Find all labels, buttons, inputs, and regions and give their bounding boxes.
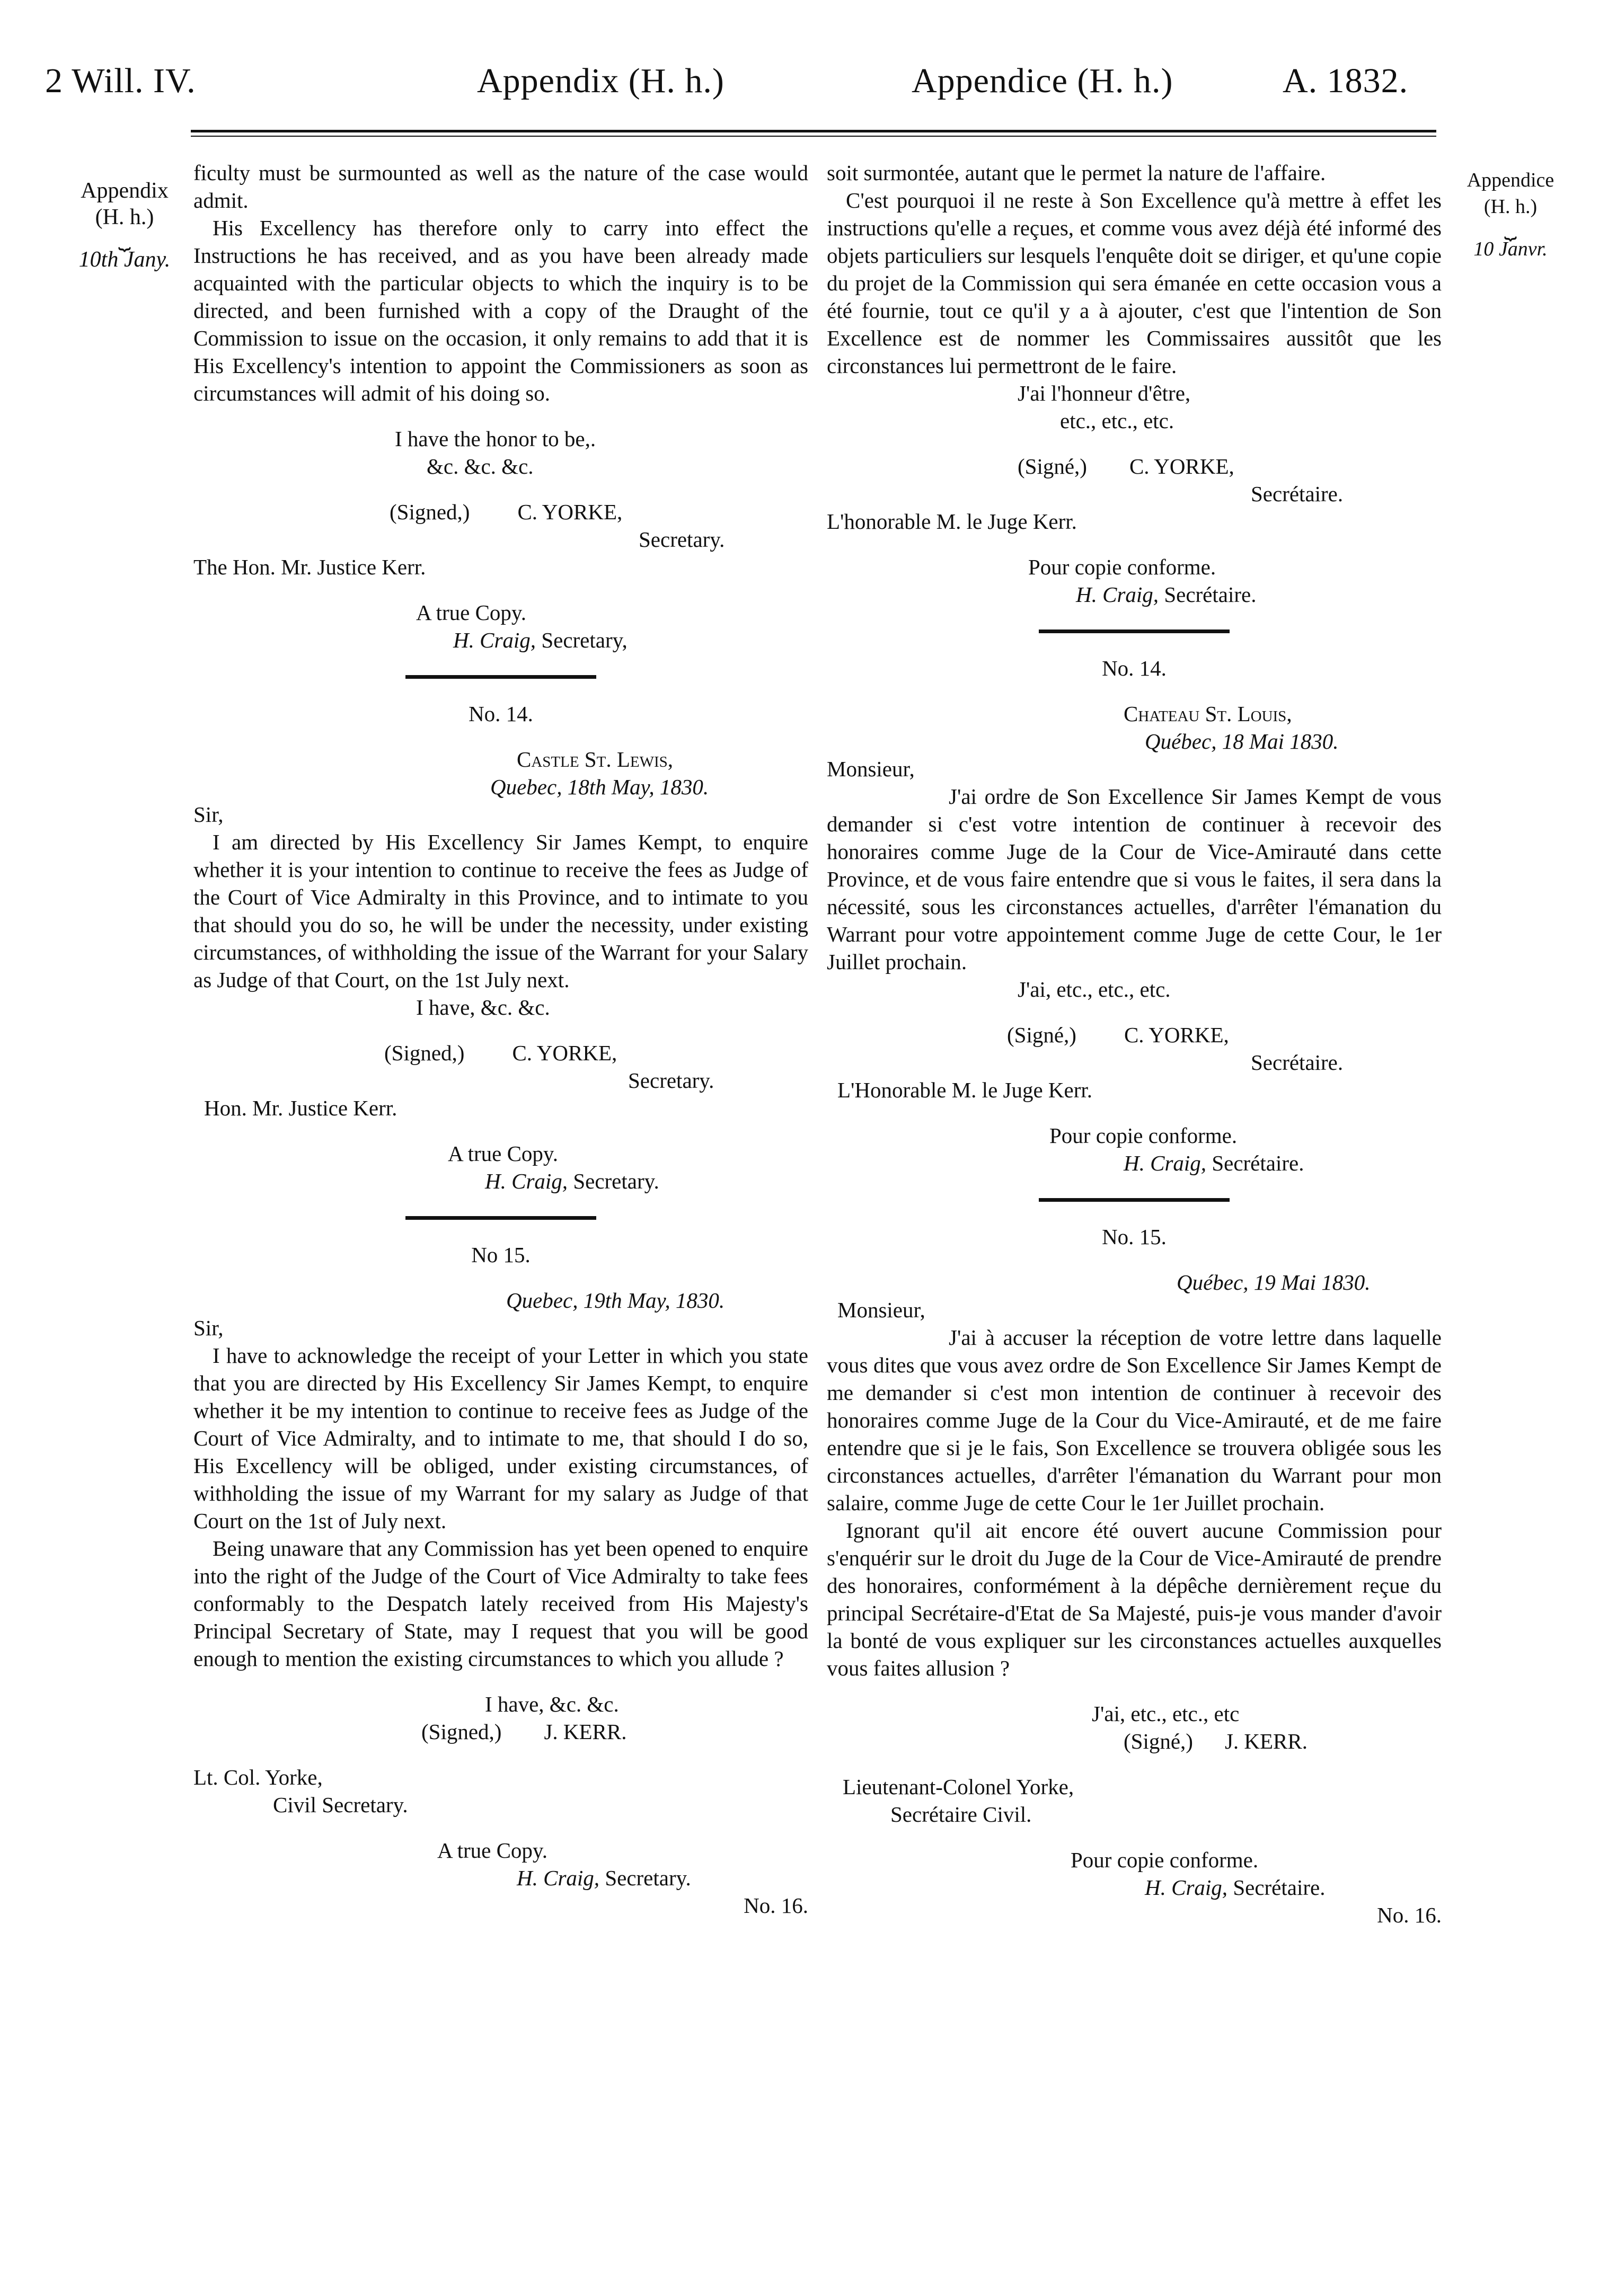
en-n14-copy-sign: [193, 1167, 808, 1195]
en-n14-date: Quebec, 18th May, 1830.: [490, 775, 709, 799]
en-n15-copy-title: Secretary.: [605, 1866, 691, 1890]
en-n15-copy-sign: [193, 1864, 808, 1892]
fr-n15-date: Québec, 19 Mai 1830.: [1177, 1270, 1371, 1295]
en-n14-place: Castle St. Lewis,: [517, 747, 673, 772]
margin-right-date: 10 Janvr.: [1473, 238, 1548, 260]
fr-l1-addressee: L'honorable M. le Juge Kerr.: [827, 509, 1077, 534]
margin-note-right: [1447, 167, 1574, 262]
fr-n15-copy-sign: [827, 1874, 1442, 1901]
fr-n15-closing: J'ai, etc., etc., etc: [1092, 1701, 1240, 1726]
en-n14-copy: A true Copy.: [448, 1141, 559, 1166]
fr-n14-place: Chateau St. Louis,: [1124, 702, 1292, 726]
en-n15-closing: I have, &c. &c.: [485, 1692, 619, 1716]
fr-n15-addressee-2: Secrétaire Civil.: [890, 1802, 1032, 1827]
en-n14-name: C. YORKE,: [512, 1041, 617, 1065]
fr-n14-title: Secrétaire.: [1251, 1050, 1344, 1075]
fr-l1-name: C. YORKE,: [1129, 454, 1234, 478]
en-l1-copy-title: Secretary,: [541, 628, 628, 652]
en-n15-body-2: Being unaware that any Commission has yet been opened to enquire into the right of the Judge of the Court of Vice Admiralty to take fees conformably to the Despatch lately received from His Majesty's Principal Secretary of State, may I request that you will be good enough to mention the existing circumstances to which you allude ?: [193, 1536, 808, 1671]
fr-paragraph-1: soit surmontée, autant que le permet la nature de l'affaire.: [827, 161, 1326, 185]
header-rule-thin: [191, 136, 1436, 137]
en-l1-title: Secretary.: [639, 527, 725, 552]
fr-n15-body-1: J'ai à accuser la réception de votre lettre dans laquelle vous dites que vous avez ordre de Son Excellence Sir James Kempt de me demander si c'est mon intention de continuer à recevoir des honoraires comme Juge de la Cour du Vice-Amirauté, et de me faire entendre que si je le fais, Son Excellence se trouvera obligée sous les circonstances actuelles, d'arrêter l'émanation du Warrant pour mon salaire, comme Juge de cette Cour le 1er Juillet prochain.: [827, 1325, 1442, 1515]
fr-paragraph-2: C'est pourquoi il ne reste à Son Excellence qu'à mettre à effet les instructions qu'elle a reçues, et comme vous avez déjà été informé des objets particuliers sur lesquels l'enquête doit se diriger, et qu'une copie du projet de la Commission qui sera émanée en cette occasion vous a été fournie, tout ce qu'il y a à ajouter, c'est que l'intention de Son Excellence est de nommer les Commissaires aussitôt que les circonstances lui permettront de le faire.: [827, 188, 1442, 378]
fr-n14-date: Québec, 18 Mai 1830.: [1145, 729, 1339, 753]
en-n15-copy: A true Copy.: [437, 1838, 548, 1863]
fr-l1-copy: Pour copie conforme.: [1028, 555, 1216, 579]
en-catchword: No. 16.: [744, 1893, 808, 1918]
header-reign: 2 Will. IV.: [45, 61, 196, 100]
margin-left-label: Appendix: [81, 179, 169, 203]
en-l1-name: C. YORKE,: [517, 500, 623, 524]
fr-n14-copy-sign: [827, 1149, 1442, 1177]
fr-n15-copy: Pour copie conforme.: [1071, 1848, 1259, 1872]
fr-n14-closing: J'ai, etc., etc., etc.: [1018, 977, 1171, 1001]
en-l1-signature: [193, 498, 808, 526]
en-n15-number: No 15.: [471, 1243, 531, 1267]
en-n14-copy-title: Secretary.: [573, 1169, 659, 1193]
en-paragraph-1: ficulty must be surmounted as well as the nature of the case would admit.: [193, 161, 808, 212]
fr-n14-copy-name: H. Craig,: [1124, 1151, 1207, 1175]
en-n14-addressee: Hon. Mr. Justice Kerr.: [204, 1096, 397, 1120]
fr-separator-1: [1039, 630, 1230, 633]
fr-n14-salutation: Monsieur,: [827, 757, 915, 781]
en-n15-signature: [193, 1718, 808, 1745]
fr-n15-body-2: Ignorant qu'il ait encore été ouvert aucune Commission pour s'enquérir sur le droit du Juge de la Cour de Vice-Amirauté de prendre des honoraires, conformément à la dépêche dernièrement reçue du principal Secrétaire-d'Etat de Sa Majesté, puis-je vous mander d'avoir la bonté de vous expliquer sur les circonstances actuelles auxquelles vous faites allusion ?: [827, 1518, 1442, 1680]
fr-n14-signed: (Signé,): [1007, 1023, 1076, 1047]
header-rule-thick: [191, 130, 1436, 132]
en-n15-copy-name: H. Craig,: [517, 1866, 600, 1890]
en-n14-number: No. 14.: [469, 702, 533, 726]
page-header: [0, 50, 1599, 114]
fr-n15-signature: [827, 1727, 1442, 1755]
fr-l1-copy-title: Secrétaire.: [1164, 582, 1257, 607]
fr-n15-signed: (Signé,): [1124, 1729, 1193, 1753]
en-l1-signed: (Signed,): [390, 500, 470, 524]
en-n15-salutation: Sir,: [193, 1316, 224, 1340]
fr-l1-copy-sign: [827, 581, 1442, 608]
en-separator-2: [405, 1216, 596, 1220]
en-n15-body-1: I have to acknowledge the receipt of your Letter in which you state that you are directed by His Excellency Sir James Kempt, to enquire whether it be my intention to continue to receive fees as Judge of the Court of Vice Admiralty, and to intimate to me, that should I do so, His Excellency will be obliged, under existing circumstances, of withholding the issue of my Warrant for my salary as Judge of that Court on the 1st of July next.: [193, 1343, 808, 1533]
fr-n15-copy-name: H. Craig,: [1145, 1875, 1228, 1900]
fr-separator-2: [1039, 1198, 1230, 1202]
fr-n15-name: J. KERR.: [1224, 1729, 1308, 1753]
en-separator-1: [405, 675, 596, 679]
en-n14-body: I am directed by His Excellency Sir James Kempt, to enquire whether it is your intention to continue to receive the fees as Judge of the Court of Vice Admiralty in this Province, and to intimate to you that should you do so, he will be under the necessity, under existing circumstances, of withholding the issue of the Warrant for your Salary as Judge of that Court, on the 1st July next.: [193, 830, 808, 992]
fr-l1-signed: (Signé,): [1018, 454, 1087, 478]
header-appendix-fr: Appendice (H. h.): [912, 61, 1173, 100]
fr-l1-closing-2: etc., etc., etc.: [1060, 409, 1174, 433]
margin-left-date: 10th Jany.: [78, 247, 171, 272]
en-paragraph-2: His Excellency has therefore only to carry into effect the Instructions he has received, and as you have been already made acquainted with the particular objects to which the inquiry is to be directed, and been furnished with a copy of the Draught of the Commission to issue on the occasion, it only remains to add that it is His Excellency's intention to appoint the Commissioners as soon as circumstances will admit of his doing so.: [193, 216, 808, 405]
fr-n15-copy-title: Secrétaire.: [1233, 1875, 1326, 1900]
margin-note-left: [64, 178, 185, 273]
margin-left-ref: (H. h.): [95, 205, 154, 229]
header-appendix-en: Appendix (H. h.): [477, 61, 725, 100]
en-n14-signed: (Signed,): [384, 1041, 465, 1065]
en-n15-addressee-2: Civil Secretary.: [273, 1793, 408, 1817]
margin-right-ref: (H. h.): [1483, 196, 1538, 218]
header-year: A. 1832.: [1283, 61, 1409, 100]
en-n14-salutation: Sir,: [193, 802, 224, 827]
fr-n14-copy: Pour copie conforme.: [1049, 1123, 1238, 1148]
en-n14-closing: I have, &c. &c.: [416, 995, 550, 1020]
en-l1-closing-2: &c. &c. &c.: [427, 454, 534, 478]
margin-right-label: Appendice: [1467, 169, 1554, 191]
en-n14-copy-name: H. Craig,: [485, 1169, 568, 1193]
fr-l1-title: Secrétaire.: [1251, 482, 1344, 506]
english-column: [193, 159, 808, 1919]
en-l1-copy: A true Copy.: [416, 600, 527, 625]
fr-n14-addressee: L'Honorable M. le Juge Kerr.: [837, 1078, 1093, 1102]
fr-n15-number: No. 15.: [1102, 1225, 1167, 1249]
en-n14-signature: [193, 1039, 808, 1067]
margin-left-brace-icon: ⏟: [118, 226, 131, 250]
en-n15-addressee-1: Lt. Col. Yorke,: [193, 1765, 323, 1789]
en-l1-copy-name: H. Craig,: [453, 628, 536, 652]
en-n14-title: Secretary.: [628, 1068, 714, 1093]
fr-n14-number: No. 14.: [1102, 656, 1167, 680]
en-l1-addressee: The Hon. Mr. Justice Kerr.: [193, 555, 426, 579]
fr-catchword: No. 16.: [1377, 1903, 1442, 1927]
fr-n14-body: J'ai ordre de Son Excellence Sir James Kempt de vous demander si c'est votre intention de continuer à recevoir des honoraires comme Juge de la Cour de Vice-Amirauté dans cette Province, et de vous faire entendre que si vous le faites, il sera dans la nécessité, sous les circonstances actuelles, d'arrêter l'émanation du Warrant pour votre appointement comme Juge de cette Cour, le 1er Juillet prochain.: [827, 784, 1442, 974]
en-n15-name: J. KERR.: [544, 1719, 627, 1744]
en-n15-date: Quebec, 19th May, 1830.: [506, 1288, 725, 1313]
fr-l1-signature: [827, 453, 1442, 480]
en-l1-copy-sign: [193, 626, 808, 654]
fr-l1-closing-1: J'ai l'honneur d'être,: [1018, 381, 1191, 405]
fr-n14-signature: [827, 1021, 1442, 1049]
fr-n14-name: C. YORKE,: [1124, 1023, 1229, 1047]
fr-n15-salutation: Monsieur,: [837, 1298, 925, 1322]
french-column: [827, 159, 1442, 1929]
margin-right-brace-icon: ⏟: [1504, 216, 1517, 240]
fr-l1-copy-name: H. Craig,: [1076, 582, 1159, 607]
en-n15-signed: (Signed,): [421, 1719, 502, 1744]
en-l1-closing-1: I have the honor to be,.: [395, 427, 596, 451]
fr-n15-addressee-1: Lieutenant-Colonel Yorke,: [843, 1775, 1074, 1799]
fr-n14-copy-title: Secrétaire.: [1212, 1151, 1304, 1175]
